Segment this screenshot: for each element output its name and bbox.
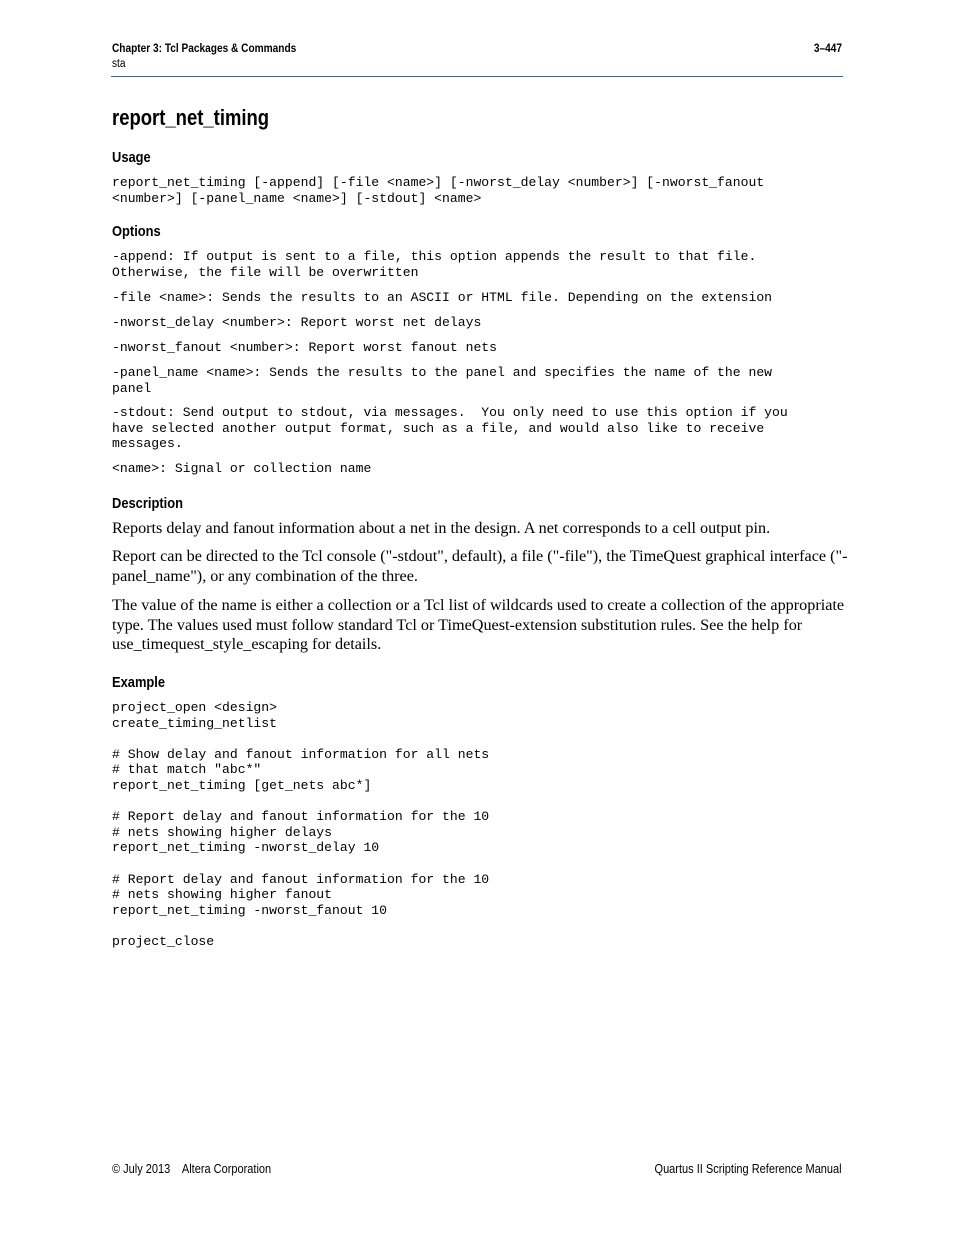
options-heading: Options xyxy=(112,223,161,240)
usage-heading: Usage xyxy=(112,149,151,166)
running-header xyxy=(112,42,296,72)
header-rule xyxy=(111,76,843,77)
description-heading: Description xyxy=(112,495,183,512)
footer-copyright: © July 2013 Altera Corporation xyxy=(112,1162,272,1176)
option-file: -file <name>: Sends the results to an ASCII or HTML file. Depending on the extension xyxy=(112,290,773,305)
description-paragraph: Reports delay and fanout information about a net in the design. A net corresponds to a cell output pin. xyxy=(112,519,771,537)
page-number: 3–447 xyxy=(813,43,842,55)
description-paragraph: Report can be directed to the Tcl console ("-stdout", default), a file ("-file"), the TimeQuest graphical interface ("-panel_name"), or any combination of the three. xyxy=(112,547,848,585)
usage-syntax: report_net_timing [-append] [-file <name>] [-nworst_delay <number>] [-nworst_fanout <number>] [-panel_name <name>] [-stdout] <name> xyxy=(112,175,765,206)
option-nworst-delay: -nworst_delay <number>: Report worst net delays xyxy=(112,315,482,330)
example-code: project_open <design> create_timing_netlist # Show delay and fanout information for all nets # that match "abc*" report_net_timing [get_nets abc*] # Report delay and fanout information for the 10 # nets showing higher delays report_net_timing -nworst_delay 10 # Report delay and fanout information for the 10 # nets showing higher fanout report_net_timing -nworst_fanout 10 project_close xyxy=(112,700,490,949)
section-name: sta xyxy=(112,58,126,70)
command-title: report_net_timing xyxy=(112,105,270,130)
chapter-title: Chapter 3: Tcl Packages & Commands xyxy=(112,43,297,55)
option-append: -append: If output is sent to a file, this option appends the result to that file. Otherwise, the file will be overwritten xyxy=(112,249,757,280)
option-panel-name: -panel_name <name>: Sends the results to the panel and specifies the name of the new panel xyxy=(112,365,773,396)
footer-manual-title: Quartus II Scripting Reference Manual xyxy=(654,1162,842,1176)
option-nworst-fanout: -nworst_fanout <number>: Report worst fanout nets xyxy=(112,340,498,355)
example-heading: Example xyxy=(112,674,166,691)
option-stdout: -stdout: Send output to stdout, via messages. You only need to use this option if you have selected another output format, such as a file, and would also like to receive messages. xyxy=(112,405,788,452)
description-paragraph: The value of the name is either a collection or a Tcl list of wildcards used to create a collection of the appropriate type. The values used must follow standard Tcl or TimeQuest-extension substitution rules. See the help for use_timequest_style_escaping for details. xyxy=(112,596,845,654)
option-name: <name>: Signal or collection name xyxy=(112,461,372,476)
